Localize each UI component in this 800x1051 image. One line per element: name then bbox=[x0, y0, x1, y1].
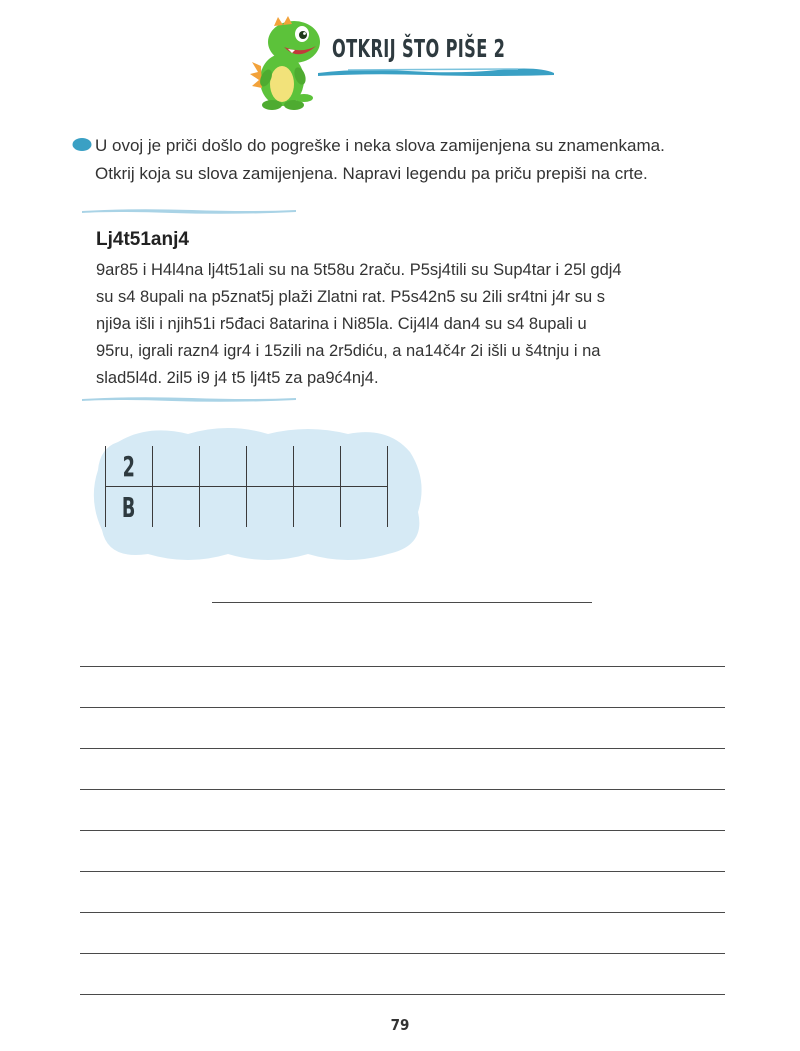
writing-line[interactable] bbox=[80, 830, 725, 831]
legend-cell[interactable] bbox=[247, 487, 294, 528]
legend-cell[interactable] bbox=[153, 487, 200, 528]
page-number: 79 bbox=[390, 1016, 410, 1034]
story-line: 95ru, igrali razn4 igr4 i 15zili na 2r5diću, a na14č4r 2i išli u š4tnju i na bbox=[96, 342, 601, 360]
story-text bbox=[96, 257, 696, 392]
instruction-line: U ovoj je priči došlo do pogreške i neka slova zamijenjena su znamenkama. bbox=[95, 136, 665, 155]
legend-row-label: 2 bbox=[106, 446, 153, 487]
legend-cell[interactable] bbox=[200, 487, 247, 528]
writing-line[interactable] bbox=[80, 871, 725, 872]
bullet-icon bbox=[72, 138, 92, 151]
dinosaur-mascot-icon bbox=[246, 14, 326, 110]
writing-line[interactable] bbox=[80, 666, 725, 667]
story-line: su s4 8upali na p5znat5j plaži Zlatni rat. P5s42n5 su 2ili sr4tni j4r su s bbox=[96, 288, 606, 306]
page-title: OTKRIJ ŠTO PIŠE 2 bbox=[332, 34, 506, 63]
divider-brush bbox=[82, 394, 296, 404]
writing-line[interactable] bbox=[80, 789, 725, 790]
writing-line[interactable] bbox=[80, 994, 725, 995]
legend-cell[interactable] bbox=[341, 487, 388, 528]
legend-row-letters bbox=[106, 487, 388, 528]
legend-cell[interactable] bbox=[200, 446, 247, 487]
divider-brush bbox=[82, 206, 296, 216]
legend-cell[interactable] bbox=[341, 446, 388, 487]
story-title: Lj4t51anj4 bbox=[96, 229, 189, 250]
legend-table bbox=[105, 446, 388, 527]
story-line: 9ar85 i H4l4na lj4t51ali su na 5t58u 2raču. P5sj4tili su Sup4tar i 25l gdj4 bbox=[96, 261, 622, 279]
legend-cell[interactable] bbox=[294, 446, 341, 487]
legend-row-label: B bbox=[106, 487, 153, 528]
legend-cell[interactable] bbox=[247, 446, 294, 487]
writing-line[interactable] bbox=[80, 707, 725, 708]
legend-row-digits bbox=[106, 446, 388, 487]
writing-line[interactable] bbox=[80, 748, 725, 749]
title-underline-brush bbox=[318, 66, 554, 78]
legend-cell[interactable] bbox=[153, 446, 200, 487]
story-line: slad5l4d. 2il5 i9 j4 t5 lj4t5 za pa9ć4nj4. bbox=[96, 369, 379, 387]
writing-line[interactable] bbox=[80, 953, 725, 954]
writing-line[interactable] bbox=[80, 912, 725, 913]
title-writing-line[interactable] bbox=[212, 602, 592, 603]
task-instruction bbox=[95, 132, 735, 188]
legend-cell[interactable] bbox=[294, 487, 341, 528]
instruction-line: Otkrij koja su slova zamijenjena. Napravi legendu pa priču prepiši na crte. bbox=[95, 164, 648, 183]
story-line: nji9a išli i njih51i r5đaci 8atarina i Ni85la. Cij4l4 dan4 su s4 8upali u bbox=[96, 315, 587, 333]
